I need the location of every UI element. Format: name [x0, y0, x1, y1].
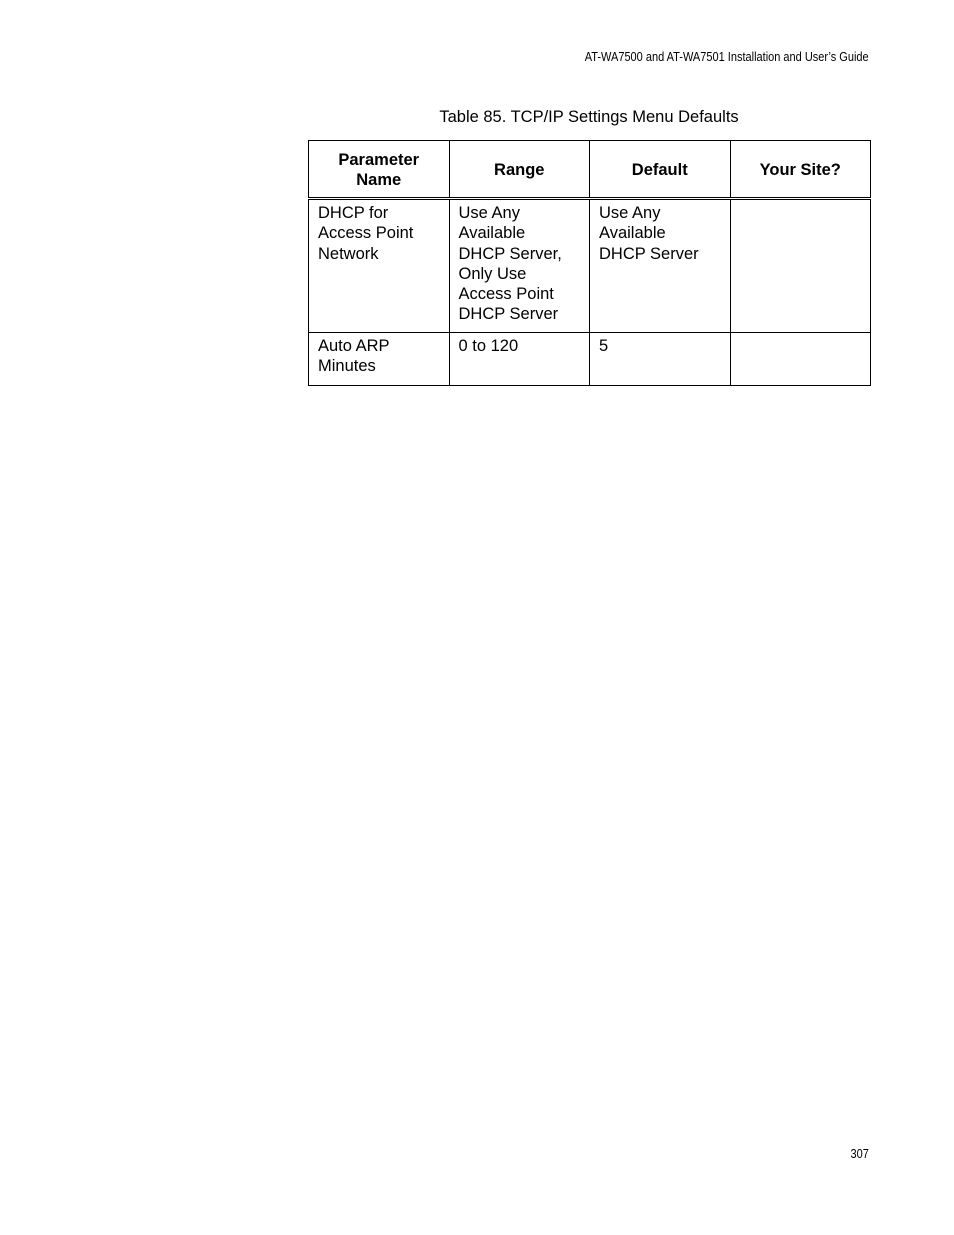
column-header-parameter-name: Parameter Name	[309, 141, 450, 199]
column-header-default: Default	[590, 141, 731, 199]
cell-default: 5	[590, 333, 731, 386]
cell-parameter: Auto ARP Minutes	[309, 333, 450, 386]
running-header: AT-WA7500 and AT-WA7501 Installation and User’s Guide	[585, 50, 869, 64]
column-header-range: Range	[449, 141, 590, 199]
table-caption: Table 85. TCP/IP Settings Menu Defaults	[439, 108, 739, 126]
page-number: 307	[850, 1147, 869, 1161]
cell-your-site	[730, 199, 871, 333]
cell-range: 0 to 120	[449, 333, 590, 386]
header-row	[309, 141, 871, 199]
cell-default: Use Any Available DHCP Server	[590, 199, 731, 333]
table-row	[309, 199, 871, 333]
tcpip-defaults-table	[308, 140, 871, 386]
cell-range: Use Any Available DHCP Server, Only Use Access Point DHCP Server	[449, 199, 590, 333]
table-header	[309, 141, 871, 199]
cell-your-site	[730, 333, 871, 386]
table-body	[309, 199, 871, 386]
column-header-your-site: Your Site?	[730, 141, 871, 199]
table-row	[309, 333, 871, 386]
cell-parameter: DHCP for Access Point Network	[309, 199, 450, 333]
